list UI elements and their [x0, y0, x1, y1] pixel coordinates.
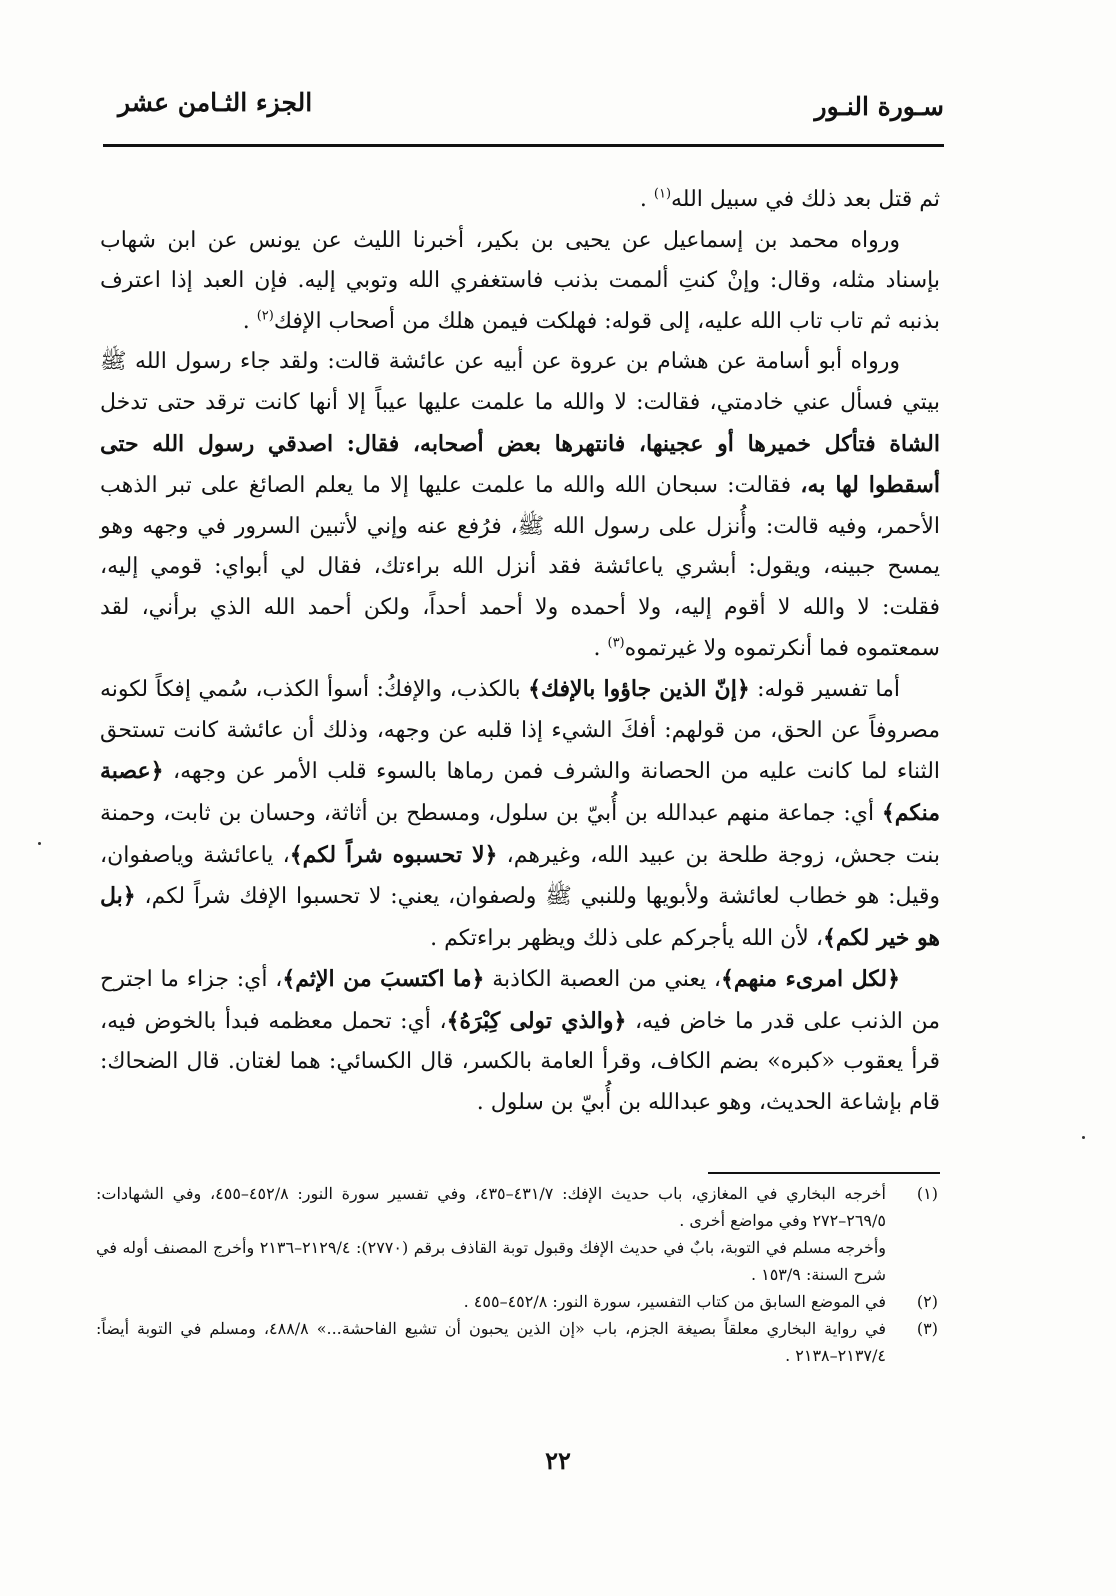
paragraph-1: ثم قتل بعد ذلك في سبيل الله$^{(١)}$ .	[639, 186, 940, 212]
footnotes	[96, 1180, 944, 1369]
footnote-ref-3: (٣)	[607, 635, 625, 651]
footnote-number: (١)	[916, 1184, 938, 1203]
page-number: ٢٢	[545, 1446, 571, 1475]
surah-title: سـورة النـور	[814, 92, 944, 121]
footnote-2	[96, 1288, 944, 1315]
quran-verse: ﴿والذي تولى كِبْرَهُ﴾	[446, 1007, 627, 1034]
quran-verse: ﴿ما اكتسبَ من الإثم﴾	[282, 966, 485, 993]
footnote-text: في رواية البخاري معلقاً بصيغة الجزم، باب «إن الذين يحبون أن تشيع الفاحشة...» ٤٨٨/٨، ومسلم في التوبة أيضاً: ٢١٣٧/٤–٢١٣٨ .	[96, 1319, 886, 1365]
scan-speck	[38, 842, 41, 845]
scan-speck	[1082, 1136, 1085, 1139]
quran-verse: ﴿بل هو خير لكم﴾	[100, 883, 940, 951]
header-rule	[103, 144, 944, 147]
bold-narration: الشاة فتأكل خميرها أو عجينها، فانتهرها بعض أصحابه، فقال: اصدقي رسول الله حتى أسقطوا لها به،	[100, 430, 940, 499]
quran-verse: ﴿عصبة منكم﴾	[100, 758, 940, 826]
footnote-number: (٢)	[916, 1292, 938, 1311]
footnote-rule	[708, 1172, 940, 1174]
footnote-number: (٣)	[916, 1319, 938, 1338]
footnote-1	[96, 1180, 944, 1234]
footnote-ref-2: (٢)	[256, 308, 274, 324]
paragraph-2: ورواه محمد بن إسماعيل عن يحيى بن بكير، أخبرنا الليث عن يونس عن ابن شهاب بإسناد مثله، وقال: وإنْ كنتِ ألممت بذنب فاستغفري الله وتوبي إليه. فإن العبد إذا اعترف بذنبه ثم تاب تاب الله عليه، إلى قوله: فهلكت فيمن هلك من أصحاب الإفك$^{(٢)}$ .	[100, 227, 940, 334]
footnote-ref-1: (١)	[653, 186, 672, 202]
footnote-3	[96, 1315, 944, 1369]
quran-verse: ﴿إنّ الذين جاؤوا بالإفك﴾	[528, 676, 750, 703]
footnote-text: أخرجه البخاري في المغازي، باب حديث الإفك: ٤٣١/٧–٤٣٥، وفي تفسير سورة النور: ٤٥٢/٨–٤٥٥، وفي الشهادات: ٢٦٩/٥–٢٧٢ وفي مواضع أخرى .	[96, 1184, 886, 1230]
paragraph-5: ﴿لكل امرىء منهم﴾، يعني من العصبة الكاذبة ﴿ما اكتسبَ من الإثم﴾، أي: جزاء ما اجترح من الذنب على قدر ما خاض فيه، ﴿والذي تولى كِبْرَهُ﴾، أي: تحمل معظمه فبدأ بالخوض فيه، قرأ يعقوب «كبره» بضم الكاف، وقرأ العامة بالكسر، قال الكسائي: هما لغتان. قال الضحاك: قام بإشاعة الحديث، وهو عبدالله بن أُبيّ بن سلول .	[100, 966, 941, 1116]
footnote-text: في الموضع السابق من كتاب التفسير، سورة النور: ٤٥٢/٨–٤٥٥ .	[463, 1292, 886, 1311]
footnote-1-continued: وأخرجه مسلم في التوبة، بابٌ في حديث الإفك وقبول توبة القاذف برقم (٢٧٧٠): ٢١٢٩/٤–٢١٣٦ وأخرج المصنف أوله في شرح السنة: ١٥٣/٩ .	[96, 1238, 887, 1284]
part-title: الجزء الثـامن عشر	[118, 88, 313, 117]
main-text	[100, 180, 940, 1124]
quran-verse: ﴿لكل امرىء منهم﴾	[721, 966, 901, 993]
running-header	[118, 86, 944, 132]
paragraph-3: ورواه أبو أسامة عن هشام بن عروة عن أبيه عن عائشة قالت: ولقد جاء رسول الله ﷺ بيتي فسأل عني خادمتي، فقالت: لا والله ما علمت عليها عيباً إلا أنها كانت ترقد حتى تدخل الشاة فتأكل خميرها أو عجينها، فانتهرها بعض أصحابه، فقال: اصدقي رسول الله حتى أسقطوا لها به، فقالت: سبحان الله والله ما علمت عليها إلا ما يعلم الصائغ على تبر الذهب الأحمر، وفيه قالت: وأُنزل على رسول الله ﷺ، فرُفع عنه وإني لأتبين السرور في وجهه وهو يمسح جبينه، ويقول: أبشري ياعائشة فقد أنزل الله براءتك، فقال لي أبواي: قومي إليه، فقلت: لا والله لا أقوم إليه، ولا أحمده ولا أحمد أحداً، ولكن أحمد الله الذي برأني، لقد سمعتموه فما أنكرتموه ولا غيرتموه$^{(٣)}$ .	[100, 349, 940, 661]
quran-verse: ﴿لا تحسبوه شراً لكم﴾	[289, 841, 498, 868]
paragraph-4: أما تفسير قوله: ﴿إنّ الذين جاؤوا بالإفك﴾ بالكذب، والإفكُ: أسوأ الكذب، سُمي إفكاً لكونه مصروفاً عن الحق، من قولهم: أفكَ الشيء إذا قلبه عن وجهه، وذلك أن عائشة كانت تستحق الثناء لما كانت عليه من الحصانة والشرف فمن رماها بالسوء قلب الأمر عن وجهه، ﴿عصبة منكم﴾ أي: جماعة منهم عبدالله بن أُبيّ بن سلول، ومسطح بن أثاثة، وحسان بن ثابت، وحمنة بنت جحش، زوجة طلحة بن عبيد الله، وغيرهم، ﴿لا تحسبوه شراً لكم﴾، ياعائشة وياصفوان، وقيل: هو خطاب لعائشة ولأبويها وللنبي ﷺ ولصفوان، يعني: لا تحسبوا الإفك شراً لكم، ﴿بل هو خير لكم﴾، لأن الله يأجركم على ذلك ويظهر براءتكم .	[100, 676, 941, 951]
